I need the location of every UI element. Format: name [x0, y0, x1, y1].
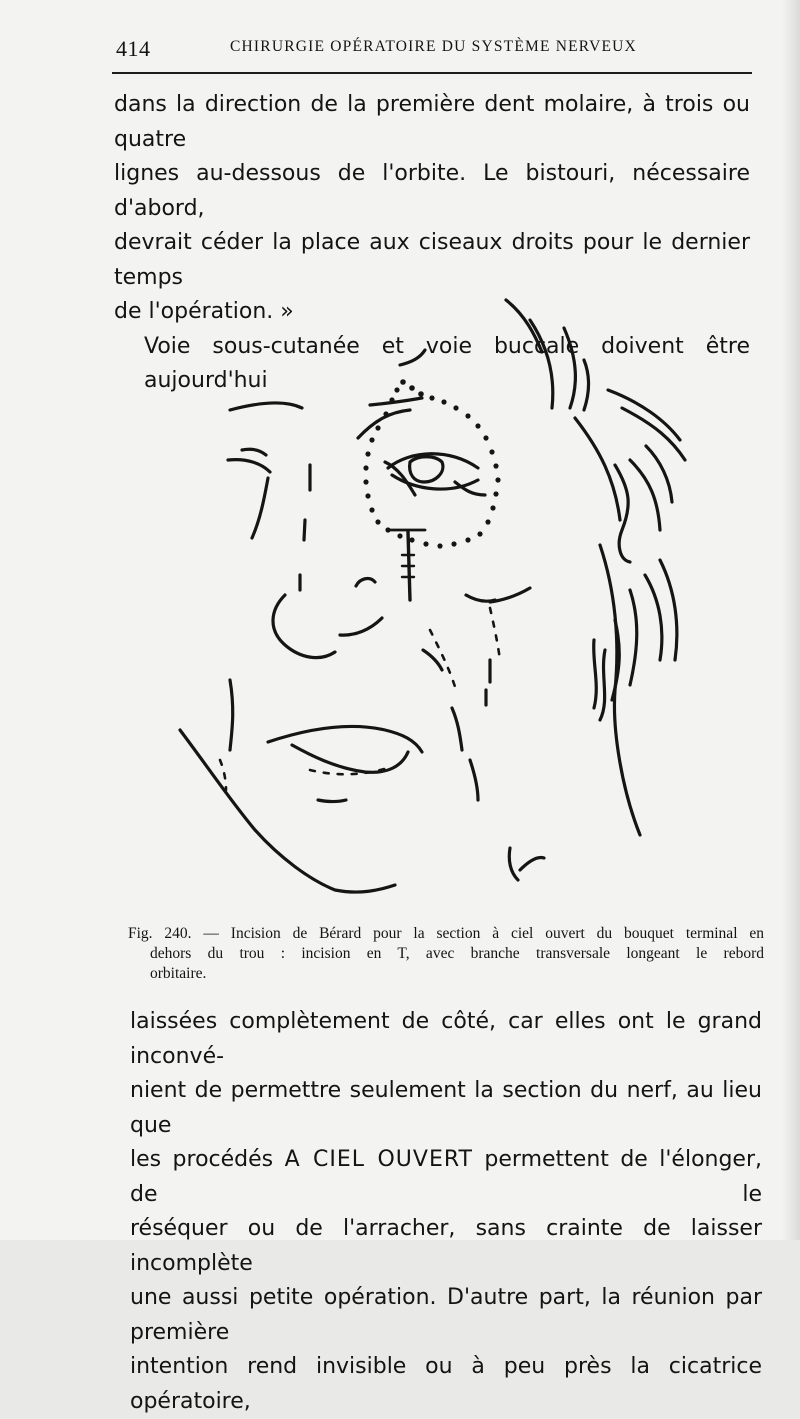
text-line: laissées complètement de côté, car elles ont le grand inconvé- — [130, 1009, 762, 1069]
caption-line: orbitaire. — [150, 965, 207, 982]
hair-stroke — [646, 446, 672, 502]
chin-stroke — [452, 708, 462, 750]
hair-stroke — [645, 575, 662, 660]
hair-stroke — [600, 650, 605, 720]
hair-stroke — [584, 360, 589, 410]
running-title: CHIRURGIE OPÉRATOIRE DU SYSTÈME NERVEUX — [230, 38, 637, 55]
text-line: intention rend invisible ou à peu près la cicatrice opératoire, — [130, 1354, 762, 1414]
cheek-stroke — [423, 650, 442, 670]
hair-stroke — [594, 640, 597, 708]
hair-stroke — [506, 300, 542, 352]
paragraph-bottom — [130, 1005, 762, 1419]
figure-caption — [128, 924, 764, 984]
page-number: 414 — [116, 36, 151, 61]
brow-stroke — [370, 398, 422, 405]
text-line: nient de permettre seulement la section du nerf, au lieu que — [130, 1078, 762, 1138]
ear-stroke — [252, 478, 268, 538]
text-line: de l'opération. » — [114, 299, 294, 324]
brow-left — [230, 403, 302, 410]
hair-stroke — [564, 328, 575, 408]
caption-line: dehors du trou : incision en T, avec branche transversale longeant le rebord — [150, 945, 764, 962]
hair-stroke — [630, 590, 637, 685]
chin-stroke — [318, 800, 346, 802]
text-line — [130, 1143, 762, 1212]
small-caps-term: A CIEL OUVERT — [284, 1147, 473, 1172]
face-line-drawing — [160, 290, 760, 900]
text-line: lignes au-dessous de l'orbite. Le bistouri, nécessaire d'abord, — [114, 161, 750, 221]
hair-stroke — [575, 418, 620, 520]
nostril — [340, 618, 382, 635]
ear-stroke — [228, 460, 270, 472]
nostril — [356, 579, 375, 586]
chin-stroke — [470, 760, 478, 800]
upper-lip — [268, 726, 422, 752]
lower-lip — [292, 745, 408, 772]
cheek-stroke — [466, 595, 495, 601]
caption-line: Fig. 240. — Incision de Bérard pour la section à ciel ouvert du bouquet terminal en — [128, 925, 764, 942]
figure-240-face-drawing — [160, 290, 760, 900]
signature-stroke — [520, 858, 544, 871]
signature-stroke — [509, 848, 518, 880]
nose-outline — [273, 595, 335, 658]
text-line: réséquer ou de l'arracher, sans crainte de laisser incomplète — [130, 1216, 762, 1276]
text-line: Voie sous-cutanée et voie buccale doivent être aujourd'hui — [144, 333, 750, 393]
jaw-contour — [180, 730, 395, 892]
page-edge-shadow — [782, 0, 800, 1240]
header-rule — [112, 72, 752, 74]
text-line: dans la direction de la première dent molaire, à trois ou quatre — [114, 92, 750, 152]
running-header — [112, 30, 752, 62]
hair-stroke — [608, 390, 680, 440]
text-fragment: les procédés — [130, 1147, 274, 1172]
brow-stroke — [400, 350, 425, 365]
hair-stroke — [615, 465, 630, 562]
text-line: devrait céder la place aux ciseaux droits pour le dernier temps — [114, 230, 750, 290]
dashed-fold — [490, 608, 500, 660]
ear-stroke — [242, 449, 266, 455]
eye-iris — [410, 457, 443, 482]
jaw-stroke — [230, 680, 233, 750]
hair-stroke — [630, 460, 660, 530]
text-line: une aussi petite opération. D'autre part, la réunion par première — [130, 1285, 762, 1345]
face-stroke — [304, 520, 305, 540]
text-fragment: permettent de l'élonger, de le — [130, 1147, 763, 1207]
